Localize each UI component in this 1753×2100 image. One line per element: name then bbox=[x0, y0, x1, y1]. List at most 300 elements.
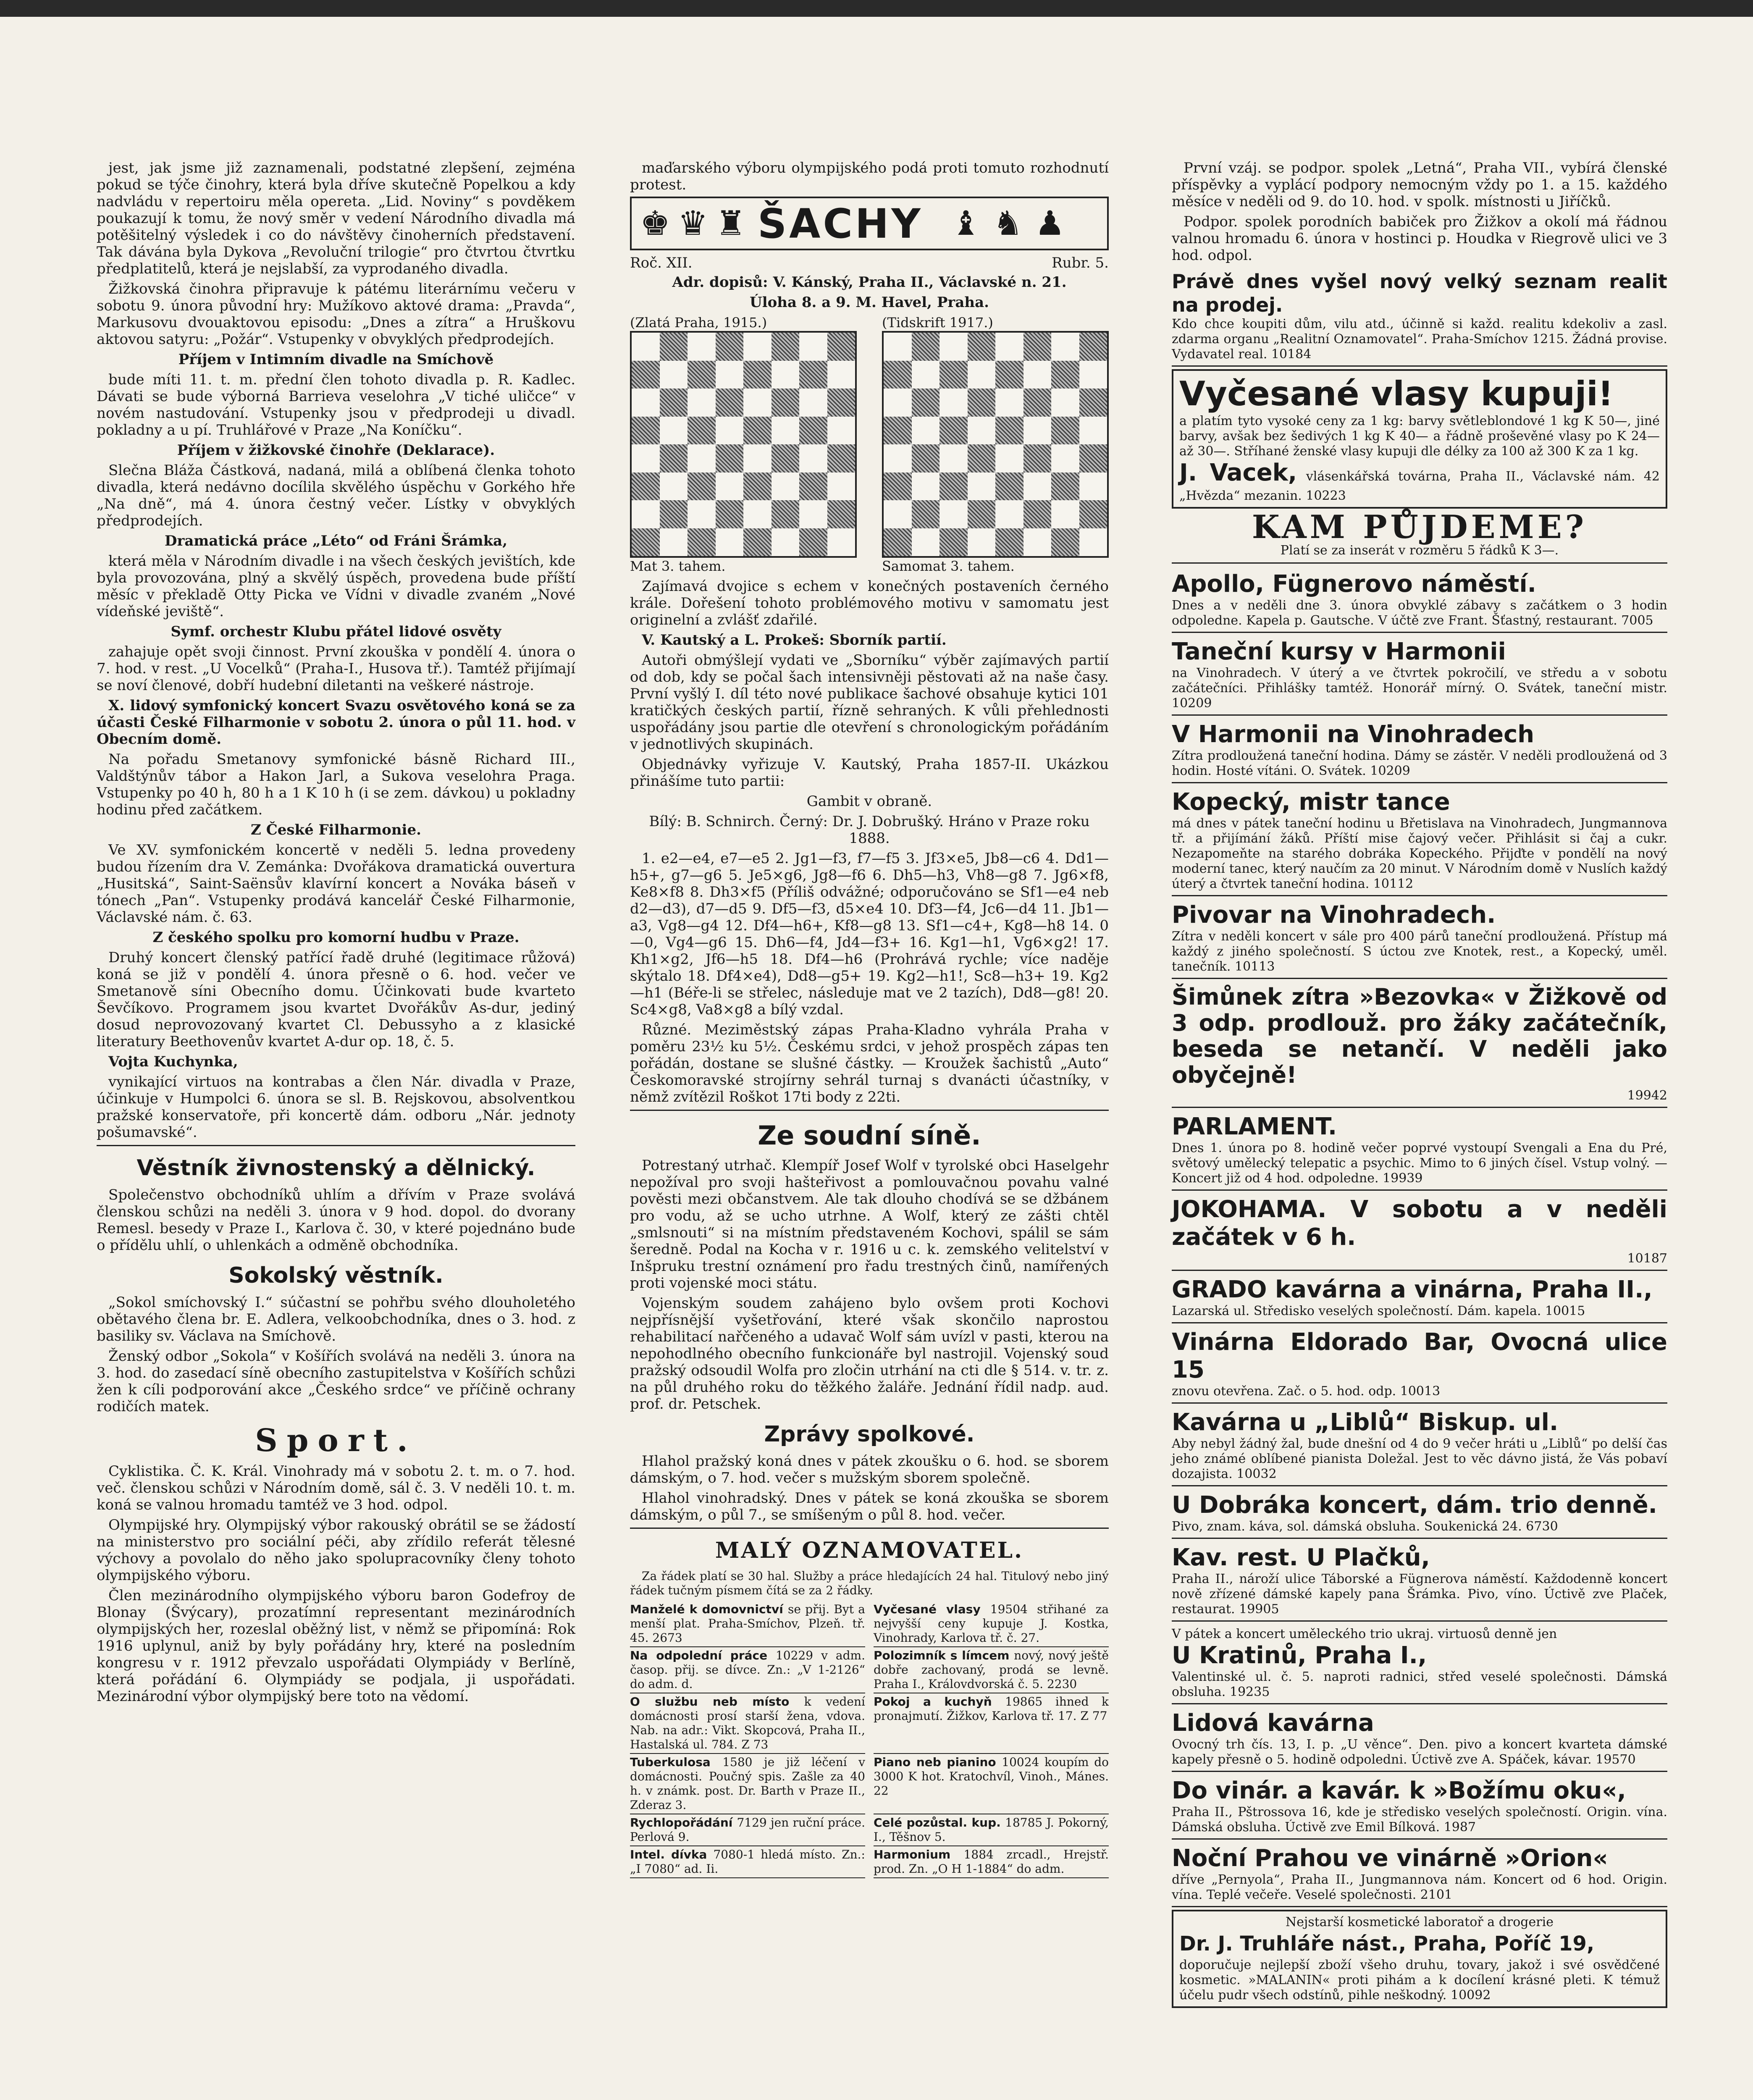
small-ad bbox=[874, 1754, 1109, 1814]
board-square bbox=[968, 500, 996, 528]
game-moves: 1. e2—e4, e7—e5 2. Jg1—f3, f7—f5 3. Jf3×e5, Jb8—c6 4. Dd1—h5+, g7—g6 5. Je5×g6, Jg8—f6 6. Dh5—h3, Vh8—g8 7. Jg6×f8, Ke8×f8 8. Dh3×f5 (Příliš odvážné; odporučováno se Sf1—e4 neb d2—d3), d7—d5 9. Df5—f3, d5×e4 10. Df3—f4, Jc6—d4 11. Jb1—a3, Vg8—g4 12. Df4—h6+, Kf8—g8 13. Sf1—c4+, Kg8—h8 14. 0—0, Vg4—g6 15. Dh6—f4, Jd4—f3+ 16. Kg1—h1, Vg6×g2! 17. Kh1×g2, Jf6—h5 18. Df4—h6 (Prohrává rychle; více naděje skýtalo 18. Df4×e4), Dd8—g5+ 19. Kg2—h1!, Sc8—h3+ 19. Kg2—h1 (Béře-li se střelec, následuje mat ve 2 tazích), Dd8—g8! 20. Sc4×g8, Va8×g8 a bílý vzdal. bbox=[630, 850, 1109, 1018]
small-ad-heading: Piano neb pianino bbox=[874, 1755, 1002, 1769]
board-square bbox=[716, 528, 744, 556]
board-square bbox=[632, 333, 660, 361]
small-ad-text: 7080-1 hledá místo. Zn.: „I 7080“ ad. Ii. bbox=[630, 1848, 865, 1876]
board-square bbox=[995, 361, 1023, 389]
board-square bbox=[716, 417, 744, 445]
board-square bbox=[912, 417, 940, 445]
paragraph: „Sokol smíchovský I.“ súčastní se pohřbu svého dlouholetého obětavého člena br. E. Adlera, velkoobchodníka, dnes o 3. hod. z basiliky sv. Václava na Smíchově. bbox=[97, 1294, 575, 1344]
advert-text: Nejstarší kosmetické laboratoř a drogerie bbox=[1286, 1915, 1554, 1929]
divider bbox=[630, 1110, 1109, 1111]
board-square bbox=[743, 444, 772, 472]
advert bbox=[1172, 786, 1667, 896]
board-square bbox=[912, 444, 940, 472]
board-square bbox=[688, 472, 716, 501]
advert-text: Zítra prodloužená taneční hodina. Dámy se zástěr. V neděli prodloužená od 3 hodin. Hosté vítáni. O. Svátek. 10209 bbox=[1172, 748, 1667, 778]
diagram-caption: Mat 3. tahem. bbox=[630, 558, 726, 574]
board-square bbox=[1079, 500, 1107, 528]
board-square bbox=[1051, 417, 1079, 445]
column-2 bbox=[630, 160, 1109, 1878]
section-heading: MALÝ OZNAMOVATEL. bbox=[715, 1538, 1024, 1563]
chess-meta bbox=[630, 255, 1109, 271]
board-square bbox=[995, 333, 1023, 361]
paragraph: Člen mezinárodního olympijského výboru baron Godefroy de Blonay (Švýcary), prozatímní representant mezinárodních olympijských her, rozeslal oběžný list, v němž se připomíná: Rok 1916 uplynul, aniž by byly pořádány hry, které na posledním kongresu v r. 1912 převzalo uspořádati Olympiády v Berlíně, která pořádání 6. Olympiády se podjala, ji uspořádati. Mezinárodní výbor olympijský bere toto na vědomí. bbox=[97, 1587, 575, 1705]
board-square bbox=[772, 472, 800, 501]
paragraph: Společenstvo obchodníků uhlím a dřívím v Praze svolává členskou schůzi na neděli 3. února v 9 hod. dopol. do dvorany Remesl. besedy v Praze I., Karlova č. 30, v které pojednáno bude o přídělu uhlí, o uhlenkách a odměně obchodníka. bbox=[97, 1186, 575, 1254]
advert bbox=[1172, 1541, 1667, 1622]
paragraph: Autoři obmýšlejí vydati ve „Sborníku“ výběr zajímavých partií od dob, kdy se počal šach intensivněji pěstovati až na naše časy. První vyšlý I. díl této nové publikace šachové obsahuje kytici 101 kratičkých českých partií, řízně sehraných. K vůli přehlednosti uspořádány jsou partie dle otevření s chronologickým pořádáním v jednotlivých skupinách. bbox=[630, 652, 1109, 753]
board-square bbox=[688, 528, 716, 556]
subheading: Příjem v Intimním divadle na Smíchově bbox=[178, 351, 494, 368]
board-square bbox=[688, 444, 716, 472]
board-square bbox=[995, 417, 1023, 445]
advert-heading: Noční Prahou ve vinárně »Orion« bbox=[1172, 1845, 1608, 1872]
paragraph: Vojenským soudem zahájeno bylo ovšem proti Kochovi nejpřísnější vyšetřování, které však skončilo naprostou rehabilitací nařčeného a udavač Wolf sám uvízl v pasti, kterou na nepohodlného obecního funkcionáře byl nastrojil. Vojenský soud pražský odsoudil Wolfa pro zločin utrhání na cti dle § 514. v. tr. z. na půl druhého roku do těžkého žaláře. Jednání řídil nadp. aud. prof. dr. Petschek. bbox=[630, 1295, 1109, 1412]
advert bbox=[1172, 1110, 1667, 1191]
advert bbox=[1172, 1774, 1667, 1840]
diagram-source: (Tidskrift 1917.) bbox=[882, 315, 993, 331]
advert-heading: Kavárna u „Liblů“ Biskup. ul. bbox=[1172, 1409, 1559, 1436]
advert bbox=[1172, 1707, 1667, 1772]
advert bbox=[1172, 568, 1667, 633]
subheading: Symf. orchestr Klubu přátel lidové osvěty bbox=[171, 623, 501, 640]
divider bbox=[1172, 562, 1667, 564]
small-ad-text: 18785 J. Pokorný, I., Těšnov 5. bbox=[874, 1816, 1109, 1844]
small-ad bbox=[874, 1814, 1109, 1846]
board-square bbox=[968, 444, 996, 472]
board-square bbox=[912, 528, 940, 556]
advert-text: dříve „Pernyola“, Praha II., Jungmannova nám. Koncert od 6 hod. Origin. vína. Teplé večeře. Veselé společnosti. 2101 bbox=[1172, 1872, 1667, 1902]
advert-text: má dnes v pátek taneční hodinu u Břetislava na Vinohradech, Jungmannova tř. a přijímání žáků. Příští mise čajový večer. Přihlásit si čaj a cukr. Nezapomeňte na starého dobráka Kopeckého. Přijďte v pondělí na nový moderní tanec, který naučím za 20 minut. V Národním domě v Nuslích každý úterý a čtvrtek taneční hodina. 10112 bbox=[1172, 816, 1667, 891]
board-square bbox=[912, 388, 940, 417]
advert-name: J. Vacek, bbox=[1179, 459, 1297, 486]
small-ad-text: 19865 ihned k pronajmutí. Žižkov, Karlova tř. 17. Z 77 bbox=[874, 1695, 1109, 1723]
board-square bbox=[884, 500, 912, 528]
board-square bbox=[1023, 417, 1052, 445]
board-square bbox=[827, 500, 856, 528]
small-ad-heading: Manželé k domovnictví bbox=[630, 1602, 788, 1616]
paragraph: která měla v Národním divadle i na všech českých jevištích, kde byla provozována, plný a skvělý úspěch, provedena bude příští měsíc v překladě Otty Picka ve Vídni v divadle zvaném „Nové vídeňské jeviště“. bbox=[97, 553, 575, 620]
board-square bbox=[716, 444, 744, 472]
small-ad bbox=[874, 1693, 1109, 1754]
board-square bbox=[772, 417, 800, 445]
board-square bbox=[772, 361, 800, 389]
subheading: Z České Filharmonie. bbox=[251, 822, 421, 838]
section-note: Platí se za inserát v rozměru 5 řádků K 3—. bbox=[1280, 543, 1559, 558]
paragraph: jest, jak jsme již zaznamenali, podstatné zlepšení, zejména pokud se týče činohry, která byla dříve skutečně Popelkou a kdy nadvládu v repertoiru měla opereta. „Lid. Noviny“ s povděkem poukazují k tomu, že nový směr v vedení Národního divadla má potěšitelný výsledek i co do návštěvy činoherních představení. Tak dávána byla Dykova „Revoluční trilogie“ pro čtvrtou čtvrtku předplatitelů, která je nejslabší, za vyprodaného divadla. bbox=[97, 160, 575, 277]
board-square bbox=[1051, 472, 1079, 501]
small-ad-text: 1580 je již léčení v domácnosti. Poučný spis. Zašle za 40 h. v známk. post. Dr. Barth v Praze II., Zderaz 3. bbox=[630, 1755, 865, 1812]
board-square bbox=[884, 388, 912, 417]
board-square bbox=[799, 333, 827, 361]
board-square bbox=[827, 528, 856, 556]
subheading: Z českého spolku pro komorní hudbu v Praze. bbox=[152, 929, 520, 946]
board-square bbox=[995, 500, 1023, 528]
advert-heading: Vyčesané vlasy kupuji! bbox=[1179, 374, 1614, 413]
board-square bbox=[1079, 417, 1107, 445]
board-square bbox=[632, 528, 660, 556]
board-square bbox=[827, 361, 856, 389]
board-square bbox=[884, 472, 912, 501]
small-ad-text: k vedení domácnosti prosí starší žena, vdova. Nab. na adr.: Vikt. Skopcová, Praha II., Hastalská ul. 784. Z 73 bbox=[630, 1695, 865, 1751]
board-square bbox=[995, 472, 1023, 501]
paragraph: Hlahol vinohradský. Dnes v pátek se koná zkouška se sborem dámským, o půl 7., se smíšeným o půl 8. hod. večer. bbox=[630, 1490, 1109, 1523]
advert-text: Aby nebyl žádný žal, bude dnešní od 4 do 9 večer hráti u „Liblů“ po delší čas jeho známé oblíbené pianista Doležal. Jest to věc dávno jistá, že Vás pobaví dozajista. 10032 bbox=[1172, 1436, 1667, 1481]
advert-heading: JOKOHAMA. V sobotu a v neděli začátek v 6 h. bbox=[1172, 1196, 1667, 1251]
board-square bbox=[939, 472, 968, 501]
board-square bbox=[1051, 333, 1079, 361]
advert-text: Lazarská ul. Středisko veselých společností. Dám. kapela. 10015 bbox=[1172, 1304, 1585, 1318]
paragraph: zahajuje opět svoji činnost. První zkouška v pondělí 4. února o 7. hod. v rest. „U Vocelků“ (Praha-I., Husova tř.). Tamtéž přijímají se noví členové, dobří hudební diletanti na veškeré nástroje. bbox=[97, 643, 575, 694]
small-ad bbox=[874, 1846, 1109, 1878]
board-square bbox=[716, 388, 744, 417]
board-square bbox=[632, 417, 660, 445]
board-square bbox=[968, 528, 996, 556]
paragraph: Objednávky vyřizuje V. Kautský, Praha 1857-II. Ukázkou přinášíme tuto partii: bbox=[630, 756, 1109, 790]
board-square bbox=[632, 472, 660, 501]
section-heading: KAM PŮJDEME? bbox=[1252, 508, 1588, 546]
board-square bbox=[743, 472, 772, 501]
section-heading: Ze soudní síně. bbox=[758, 1120, 981, 1151]
advert bbox=[1172, 718, 1667, 783]
column-3 bbox=[1172, 160, 1667, 2011]
board-square bbox=[827, 444, 856, 472]
advert-heading: V Harmonii na Vinohradech bbox=[1172, 721, 1535, 748]
rubric-label: Rubr. 5. bbox=[1052, 255, 1109, 271]
advert bbox=[1172, 899, 1667, 979]
advert-text: Praha II., nároží ulice Táborské a Fügnerova náměstí. Každodenně koncert nově zřízené dámské kapely pana Šrámka. Pivo, víno. Úctivě zve Plaček, restaurat. 19905 bbox=[1172, 1572, 1667, 1617]
diagram-1 bbox=[630, 314, 857, 575]
board-square bbox=[827, 417, 856, 445]
section-heading: Sport. bbox=[255, 1423, 417, 1459]
section-heading: Věstník živnostenský a dělnický. bbox=[136, 1155, 535, 1181]
board-square bbox=[799, 444, 827, 472]
board-square bbox=[884, 361, 912, 389]
board-square bbox=[1051, 388, 1079, 417]
paragraph: Různé. Meziměstský zápas Praha-Kladno vyhrála Praha v poměru 23½ ku 5½. Českému srdci, v jehož prospěch zápas ten pořádán, dostane se slušné částky. — Kroužek šachistů „Auto“ Českomoravské strojírny sehrál turnaj s dvanácti účastníky, v němž zvítězil Roškot 17ti body z 22ti. bbox=[630, 1021, 1109, 1105]
advert-address: vlásenkářská továrna, Praha II., Václavské nám. 42 „Hvězda“ mezanin. 10223 bbox=[1179, 469, 1660, 503]
small-ad-heading: Polozimník s límcem bbox=[874, 1648, 1014, 1662]
board-square bbox=[772, 444, 800, 472]
chess-title: ŠACHY bbox=[758, 200, 923, 247]
diagram-2 bbox=[882, 314, 1109, 575]
small-ad bbox=[630, 1693, 865, 1754]
board-square bbox=[1079, 361, 1107, 389]
board-square bbox=[827, 333, 856, 361]
board-square bbox=[743, 528, 772, 556]
chess-board bbox=[882, 331, 1109, 558]
board-square bbox=[939, 361, 968, 389]
advert-heading: Apollo, Fügnerovo náměstí. bbox=[1172, 570, 1536, 598]
small-ad-heading: Vyčesané vlasy bbox=[874, 1602, 990, 1616]
advert-heading: Pivovar na Vinohradech. bbox=[1172, 901, 1496, 929]
small-ad-text: nový, nový ještě dobře zachovaný, prodá se levně. Praha I., Královdvorská č. 5. 2230 bbox=[874, 1648, 1109, 1691]
advert-text: V pátek a koncert uměleckého trio ukraj. virtuosů denně jen bbox=[1172, 1627, 1557, 1641]
board-square bbox=[799, 500, 827, 528]
board-square bbox=[884, 528, 912, 556]
advert-text: na Vinohradech. V úterý a ve čtvrtek pokročilí, ve středu a v sobotu začátečníci. Přihlášky tamtéž. Honorář mírný. O. Svátek, taneční mistr. 10209 bbox=[1172, 666, 1667, 711]
diagram-source: (Zlatá Praha, 1915.) bbox=[630, 315, 767, 331]
divider bbox=[97, 1145, 575, 1146]
board-square bbox=[660, 444, 688, 472]
advert-boxed bbox=[1172, 369, 1667, 509]
advert-text: Dnes 1. února po 8. hodině večer poprvé vystoupí Svengali a Ena du Pré, světový umělecký telepatic a psychic. Mimo to 6 jiných čísel. Vstup volný. — Koncert již od 4 hod. odpoledne. 19939 bbox=[1172, 1141, 1667, 1186]
paragraph: Hlahol pražský koná dnes v pátek zkoušku o 6. hod. se sborem dámským, o 7. hod. večer s mužským sborem společně. bbox=[630, 1453, 1109, 1486]
advert-text: Dnes a v neděli dne 3. února obvyklé zábavy s začátkem o 3 hodin odpoledne. Kapela p. Gautsche. V účtě zve Frant. Šťastný, restaurant. 7005 bbox=[1172, 598, 1667, 628]
small-ad-text: se přij. Byt a menší plat. Praha-Smíchov, Plzeň. tř. 45. 2673 bbox=[630, 1602, 865, 1645]
board-square bbox=[995, 388, 1023, 417]
board-square bbox=[939, 444, 968, 472]
advert bbox=[1172, 635, 1667, 716]
advert-heading: U Kratinů, Praha I., bbox=[1172, 1642, 1427, 1669]
advert-text: znovu otevřena. Zač. o 5. hod. odp. 10013 bbox=[1172, 1384, 1441, 1399]
king-icon: ♚ bbox=[640, 204, 670, 243]
small-ads-grid bbox=[630, 1601, 1109, 1878]
advert-number: 10187 bbox=[1627, 1251, 1667, 1266]
section-heading: Sokolský věstník. bbox=[228, 1263, 443, 1288]
board-square bbox=[660, 388, 688, 417]
advert-heading: Taneční kursy v Harmonii bbox=[1172, 638, 1506, 665]
section-heading: Zprávy spolkové. bbox=[764, 1422, 975, 1447]
paragraph: bude míti 11. t. m. přední člen tohoto divadla p. R. Kadlec. Dávati se bude výborná Barrieva veselohra „V tiché uličce“ v novém nastudování. Vstupenky jsou v předprodeji u divadl. pokladny a u pí. Truhlářové v Praze „Na Koníčku“. bbox=[97, 371, 575, 438]
advert bbox=[1172, 1193, 1667, 1271]
small-ad-heading: Intel. dívka bbox=[630, 1848, 714, 1861]
board-square bbox=[716, 333, 744, 361]
rook-icon: ♜ bbox=[716, 204, 746, 243]
advert bbox=[1172, 267, 1667, 367]
board-square bbox=[660, 361, 688, 389]
small-ad bbox=[630, 1647, 865, 1693]
advert-heading: Kopecký, mistr tance bbox=[1172, 788, 1450, 816]
paragraph: První vzáj. se podpor. spolek „Letná“, Praha VII., vybírá členské příspěvky a vyplácí podpory nemocným vždy po 1. a 15. každého měsíce v neděli od 9. do 10. hod. v spolk. místnosti u Jiříčků. bbox=[1172, 160, 1667, 210]
board-square bbox=[995, 444, 1023, 472]
small-ad-heading: Celé pozůstal. kup. bbox=[874, 1816, 1005, 1830]
paragraph: Cyklistika. Č. K. Král. Vinohrady má v sobotu 2. t. m. o 7. hod. več. členskou schůzi v Národním domě, sál č. 3. V neděli 10. t. m. koná se valnou hromadu tamtéž ve 3 hod. odpol. bbox=[97, 1463, 575, 1513]
board-square bbox=[1023, 333, 1052, 361]
advert-text: a platím tyto vysoké ceny za 1 kg: barvy světleblondové 1 kg K 50—, jiné barvy, avšak bez šedivých 1 kg K 40— a řádně proševěné vlasy po K 24— až 30—. Stříhané ženské vlasy kupuji dle délky za 100 až 300 K za 1 kg. bbox=[1179, 414, 1660, 459]
board-square bbox=[660, 417, 688, 445]
board-square bbox=[884, 444, 912, 472]
board-square bbox=[1051, 500, 1079, 528]
advert-text: Kdo chce koupiti dům, vilu atd., účinně si každ. realitu kdekoliv a zasl. zdarma organu „Realitní Oznamovatel“. Praha-Smíchov 1215. Žádná provise. Vydavatel real. 10184 bbox=[1172, 317, 1667, 362]
paragraph: vynikající virtuos na kontrabas a člen Nár. divadla v Praze, účinkuje v Humpolci 6. února se sl. B. Rejskovou, absolventkou pražské konservatoře, při koncertě dám. odboru „Nár. jednoty pošumavské“. bbox=[97, 1074, 575, 1141]
board-square bbox=[968, 361, 996, 389]
advert-text: doporučuje nejlepší zboží všeho druhu, tovary, jakož i své osvědčené kosmetic. »MALANIN« proti pihám a k docílení krásné pleti. K témuž účelu pudr všech odstínů, pihle neškodný. 10092 bbox=[1179, 1958, 1660, 2003]
small-ad-heading: Tuberkulosa bbox=[630, 1755, 723, 1769]
board-square bbox=[688, 388, 716, 417]
subheading: Příjem v žižkovské činohře (Deklarace). bbox=[177, 442, 495, 459]
board-square bbox=[772, 500, 800, 528]
board-square bbox=[1051, 361, 1079, 389]
board-square bbox=[799, 361, 827, 389]
board-square bbox=[884, 417, 912, 445]
board-square bbox=[968, 417, 996, 445]
advert-heading: PARLAMENT. bbox=[1172, 1113, 1337, 1140]
board-square bbox=[912, 472, 940, 501]
board-square bbox=[827, 472, 856, 501]
board-square bbox=[884, 333, 912, 361]
board-square bbox=[968, 388, 996, 417]
board-square bbox=[939, 333, 968, 361]
paragraph: Na pořadu Smetanovy symfonické básně Richard III., Valdštýnův tábor a Hakon Jarl, a Sukova veselohra Praga. Vstupenky po 40 h, 80 h a 1 K 10 h (i se zem. dávkou) u pokladny hodinu před začátkem. bbox=[97, 751, 575, 818]
pawn-icon: ♟ bbox=[1035, 204, 1065, 243]
small-ad-heading: Na odpolední práce bbox=[630, 1648, 776, 1662]
small-ad-text: 1884 zrcadl., Hrejstř. prod. Zn. „O H 1-1884“ do adm. bbox=[874, 1848, 1109, 1876]
advert bbox=[1172, 1326, 1667, 1404]
board-square bbox=[660, 528, 688, 556]
board-square bbox=[688, 333, 716, 361]
advert bbox=[1172, 1624, 1667, 1704]
board-square bbox=[1079, 333, 1107, 361]
newspaper-page bbox=[97, 160, 1667, 2100]
advert-heading: Lidová kavárna bbox=[1172, 1709, 1374, 1737]
small-ad-text: 19504 střihané za nejvyšší ceny kupuje J. Kostka, Vinohrady, Karlova tř. č. 27. bbox=[874, 1602, 1109, 1645]
board-square bbox=[632, 361, 660, 389]
board-square bbox=[912, 361, 940, 389]
small-ad bbox=[874, 1647, 1109, 1693]
torn-top-edge bbox=[0, 0, 1753, 17]
board-square bbox=[1051, 444, 1079, 472]
small-ad-heading: Pokoj a kuchyň bbox=[874, 1695, 1005, 1709]
advert-boxed bbox=[1172, 1910, 1667, 2008]
paragraph: Potrestaný utrhač. Klempíř Josef Wolf v tyrolské obci Haselgehr nepožíval pro svoji hašteřivost a pomlouvačnou povahu valné pověsti mezi občanstvem. Ale tak dlouho chodívá se se džbánem pro vodu, až se ucho utrhne. A Wolf, který ze zášti chtěl „smlsnouti“ si na místním představeném Kochovi, spálil se sám šeredně. Podal na Kocha v r. 1916 u c. k. zemského velitelství v Inšpruku trestní oznámení pro řadu trestných činů, namířených proti vojenské moci státu. bbox=[630, 1157, 1109, 1292]
paragraph: Druhý koncert členský patřící řadě druhé (legitimace růžová) koná se již v pondělí 4. února přesně o 6. hod. večer ve Smetanově síni Obecního domu. Účinkovati bude kvarteto Ševčíkovo. Programem jsou kvartet Dvořákův As-dur, jediný dosud neprovozovaný kvartet Cl. Debussyho a z klasické literatury Beethovenův kvartet A-dur op. 18, č. 5. bbox=[97, 949, 575, 1050]
board-square bbox=[968, 333, 996, 361]
subheading: Vojta Kuchynka, bbox=[108, 1053, 238, 1070]
board-square bbox=[827, 388, 856, 417]
board-square bbox=[716, 361, 744, 389]
subheading: V. Kautský a L. Prokeš: Sborník partií. bbox=[642, 632, 947, 648]
board-square bbox=[939, 388, 968, 417]
small-ad-heading: Rychlopořádání bbox=[630, 1816, 737, 1830]
column-1 bbox=[97, 160, 575, 1708]
board-square bbox=[1079, 388, 1107, 417]
paragraph: Žižkovská činohra připravuje k pátému literárnímu večeru v sobotu 9. února původní hry: Mužíkovo aktové drama: „Pravda“, Markusovu dvouaktovou episodu: „Dnes a zítra“ a Hruškovu aktovou satyru: „Požár“. Vstupenky v obvyklých předprodejích. bbox=[97, 281, 575, 348]
advert-text: Praha II., Pštrossova 16, kde je středisko veselých společností. Origin. vína. Dámská obsluha. Úctivě zve Emil Bílková. 1987 bbox=[1172, 1805, 1667, 1835]
board-square bbox=[743, 361, 772, 389]
volume-label: Roč. XII. bbox=[630, 255, 693, 271]
advert-text: Valentinské ul. č. 5. naproti radnici, střed veselé společnosti. Dámská obsluha. 19235 bbox=[1172, 1670, 1667, 1699]
divider bbox=[630, 1528, 1109, 1529]
advert-heading: Kav. rest. U Plačků, bbox=[1172, 1544, 1430, 1571]
paragraph: Zajímavá dvojice s echem v konečných postaveních černého krále. Dořešení tohoto problémového motivu v samomatu jest originelní a zvlášť zdařilé. bbox=[630, 578, 1109, 628]
board-square bbox=[688, 500, 716, 528]
board-square bbox=[939, 417, 968, 445]
small-ad bbox=[630, 1754, 865, 1814]
chess-board bbox=[630, 331, 857, 558]
board-square bbox=[1023, 472, 1052, 501]
board-square bbox=[632, 388, 660, 417]
advert bbox=[1172, 1273, 1667, 1323]
board-square bbox=[799, 388, 827, 417]
board-square bbox=[688, 361, 716, 389]
paragraph: Slečna Bláža Částková, nadaná, milá a oblíbená členka tohoto divadla, která nedávno docílila skvělého úspěchu v Gorkého hře „Na dně“, má 4. února čestný večer. Lístky v obvyklých předprodejích. bbox=[97, 462, 575, 529]
board-square bbox=[743, 388, 772, 417]
paragraph: Ženský odbor „Sokola“ v Košířích svolává na neděli 3. února na 3. hod. do zasedací síně obecního zastupitelstva v Košířích schůzi žen k cíli podporování akce „Českého srdce“ ve příčině ochrany rodičích matek. bbox=[97, 1348, 575, 1415]
chess-diagrams bbox=[630, 314, 1109, 575]
diagram-caption: Samomat 3. tahem. bbox=[882, 558, 1015, 574]
ads-intro: Za řádek platí se 30 hal. Služby a práce hledajících 24 hal. Titulový nebo jiný řádek tučným písmem čítá se za 2 řádky. bbox=[630, 1569, 1109, 1597]
paragraph: maďarského výboru olympijského podá proti tomuto rozhodnutí protest. bbox=[630, 160, 1109, 193]
advert-heading: Šimůnek zítra »Bezovka« v Žižkově od 3 odp. prodlouž. pro žáky začátečník, beseda se netančí. V neděli jako obyčejně! bbox=[1172, 984, 1667, 1088]
advert-heading: Vinárna Eldorado Bar, Ovocná ulice 15 bbox=[1172, 1328, 1667, 1383]
game-title: Gambit v obraně. bbox=[806, 793, 932, 810]
advert bbox=[1172, 1842, 1667, 1907]
board-square bbox=[772, 333, 800, 361]
board-square bbox=[1051, 528, 1079, 556]
knight-icon: ♞ bbox=[993, 204, 1023, 243]
board-square bbox=[799, 472, 827, 501]
board-square bbox=[799, 528, 827, 556]
small-ad-text: 10024 koupím do 3000 K hot. Kratochvíl, Vinoh., Mánes. 22 bbox=[874, 1755, 1109, 1798]
board-square bbox=[939, 500, 968, 528]
small-ad bbox=[874, 1601, 1109, 1647]
advert-text: Pivo, znam. káva, sol. dámská obsluha. Soukenická 24. 6730 bbox=[1172, 1519, 1558, 1534]
advert-text: Ovocný trh čís. 13, I. p. „U věnce“. Den. pivo a koncert kvarteta dámské kapely přesně o 5. hodině odpoledni. Úctivě zve A. Spáček, kávar. 19570 bbox=[1172, 1737, 1667, 1767]
advert bbox=[1172, 982, 1667, 1108]
board-square bbox=[1079, 444, 1107, 472]
subheading: Dramatická práce „Léto“ od Fráni Šrámka, bbox=[164, 533, 508, 549]
board-square bbox=[1023, 361, 1052, 389]
advert-heading: Do vinár. a kavár. k »Božímu oku«, bbox=[1172, 1777, 1626, 1804]
advert bbox=[1172, 1489, 1667, 1539]
small-ad bbox=[630, 1846, 865, 1878]
board-square bbox=[772, 528, 800, 556]
advert-number: 19942 bbox=[1627, 1088, 1667, 1103]
small-ad-text: 7129 jen ruční práce. Perlová 9. bbox=[630, 1816, 865, 1844]
board-square bbox=[1023, 444, 1052, 472]
board-square bbox=[743, 333, 772, 361]
queen-icon: ♛ bbox=[678, 204, 708, 243]
board-square bbox=[716, 500, 744, 528]
advert-heading: Dr. J. Truhláře nást., Praha, Poříč 19, bbox=[1179, 1932, 1595, 1956]
board-square bbox=[716, 472, 744, 501]
paragraph: Ve XV. symfonickém koncertě v neděli 5. ledna provedeny budou řízením dra V. Zemánka: Dvořákova dramatická ouvertura „Husitská“, Saint-Saënsův klavírní koncert a Nováka báseň v tónech „Pan“. Vstupenky prodává kancelář České Filharmonie, Václavské nám. č. 63. bbox=[97, 842, 575, 926]
advert-heading: Právě dnes vyšel nový velký seznam realit na prodej. bbox=[1172, 270, 1667, 316]
small-ad-heading: O službu neb místo bbox=[630, 1695, 804, 1709]
board-square bbox=[632, 500, 660, 528]
game-players: Bílý: B. Schnirch. Černý: Dr. J. Dobrušký. Hráno v Praze roku 1888. bbox=[649, 813, 1090, 847]
board-square bbox=[660, 472, 688, 501]
paragraph: Olympijské hry. Olympijský výbor rakouský obrátil se se žádostí na ministerstvo pro sociální péči, aby zřídilo referát tělesné výchovy a povolalo do něho jako spolupracovníky členy tohoto olympijského výboru. bbox=[97, 1517, 575, 1584]
paragraph: Podpor. spolek porodních babiček pro Žižkov a okolí má řádnou valnou hromadu 6. února v hostinci p. Houdka v Riegrově ulici ve 3 hod. odpol. bbox=[1172, 213, 1667, 264]
board-square bbox=[912, 500, 940, 528]
board-square bbox=[1079, 528, 1107, 556]
board-square bbox=[660, 500, 688, 528]
bishop-icon: ♝ bbox=[951, 204, 981, 243]
board-square bbox=[1023, 528, 1052, 556]
problem-line: Úloha 8. a 9. M. Havel, Praha. bbox=[750, 294, 989, 311]
board-square bbox=[1079, 472, 1107, 501]
board-square bbox=[968, 472, 996, 501]
advert-text: Zítra v neděli koncert v sále pro 400 párů taneční prodloužená. Přístup má každý z jiného společností. S úctou zve Knotek, rest., a Kopecký, uměl. tanečník. 10113 bbox=[1172, 929, 1667, 974]
board-square bbox=[660, 333, 688, 361]
advert bbox=[1172, 1406, 1667, 1486]
board-square bbox=[1023, 388, 1052, 417]
advert-heading: GRADO kavárna a vinárna, Praha II., bbox=[1172, 1276, 1653, 1303]
board-square bbox=[939, 528, 968, 556]
board-square bbox=[688, 417, 716, 445]
small-ad bbox=[630, 1814, 865, 1846]
board-square bbox=[743, 417, 772, 445]
small-ad-heading: Harmonium bbox=[874, 1848, 964, 1861]
small-ad bbox=[630, 1601, 865, 1647]
board-square bbox=[632, 444, 660, 472]
board-square bbox=[995, 528, 1023, 556]
subheading: X. lidový symfonický koncert Svazu osvětového koná se za účasti České Filharmonie v sobotu 2. února o půl 11. hod. v Obecním domě. bbox=[97, 697, 575, 748]
chess-header bbox=[630, 197, 1109, 250]
